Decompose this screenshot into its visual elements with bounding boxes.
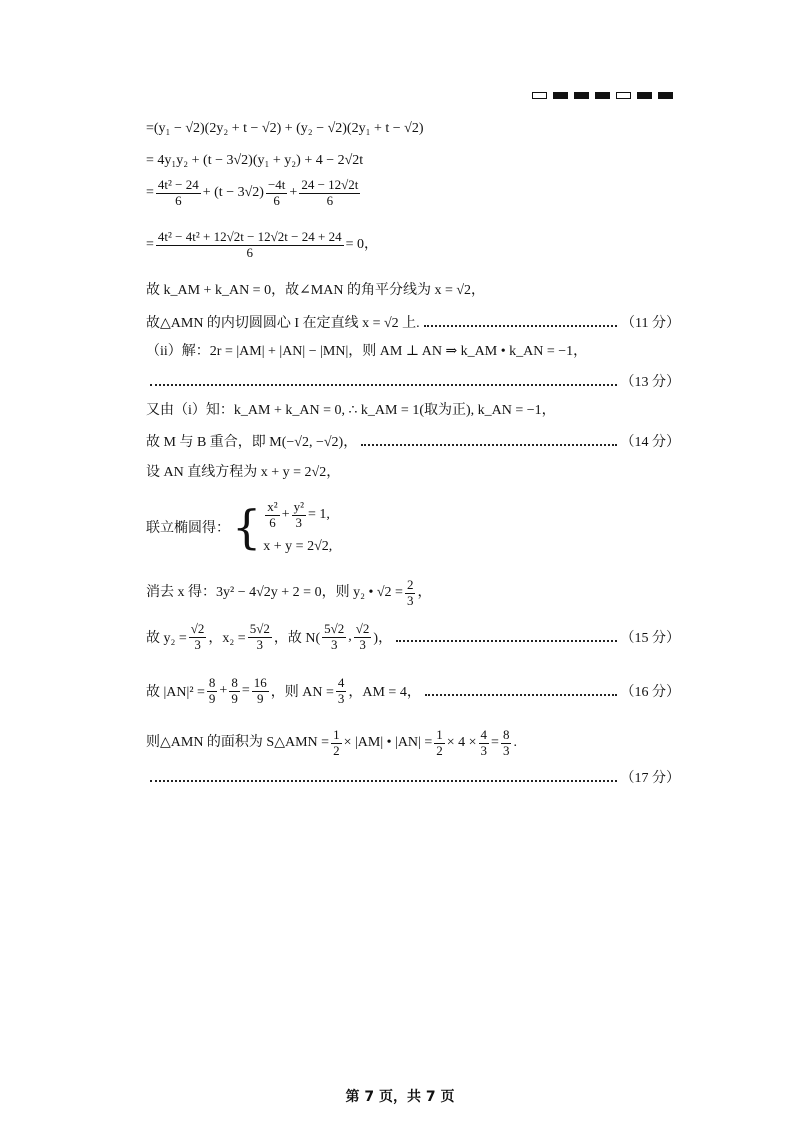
line-score-17 — [146, 770, 680, 784]
dot-leader — [424, 317, 617, 327]
score-label: （17 分） — [620, 771, 680, 786]
line-an-equation: 设 AN 直线方程为 x + y = 2√2， — [146, 465, 341, 480]
fraction: $\frac{-4t}{6}$ — [267, 177, 286, 208]
fraction: $\frac{2}{3}$ — [406, 577, 414, 608]
page-footer: 第 7 页，共 7 页 — [345, 1089, 455, 1105]
line-score-14: 故 M 与 B 重合，即 M(−√2, −√2)， （14 分） — [146, 434, 680, 448]
fraction: $\frac{4}{3}$ — [337, 675, 345, 706]
score-label: （14 分） — [620, 435, 680, 450]
eq-line-4: = $\frac{\text{4t² − 4t² + 12√2t − 12√2t − 24 + 24}}{6}$ = 0， — [146, 229, 378, 260]
system-lines — [263, 500, 332, 555]
fraction: $\frac{8}{9}$ — [231, 675, 238, 706]
header-mark — [595, 92, 610, 99]
header-mark — [532, 92, 547, 99]
line-part-ii: （ii）解：2r = |AM| + |AN| − |MN|，则 AM ⊥ AN ⇒ k_AM • k_AN = −1， — [146, 344, 588, 359]
fraction: $\frac{5√2}{3}$ — [324, 621, 345, 652]
fraction: $\frac{24 - 12√2t}{6}$ — [301, 177, 359, 208]
fraction: $\frac{4}{3}$ — [480, 727, 488, 758]
fraction: $\frac{\text{4t² − 4t² + 12√2t − 12√2t − 24 + 24}}{6}$ — [157, 229, 342, 260]
dot-leader — [396, 632, 616, 642]
fraction: $\frac{\text{x²}}{6}$ — [267, 499, 278, 530]
fraction: $\frac{1}{2}$ — [333, 727, 340, 758]
line-score-11: 故△AMN 的内切圆圆心 I 在定直线 x = √2 上. （11 分） — [146, 315, 680, 329]
dot-leader — [425, 686, 617, 696]
header-mark — [658, 92, 673, 99]
brace-icon: { — [232, 500, 262, 555]
fraction: $\frac{\text{y²}}{3}$ — [293, 499, 304, 530]
system-eq-2: x + y = 2√2, — [263, 538, 333, 554]
score-label: （16 分） — [620, 685, 680, 701]
fraction: $\frac{8}{3}$ — [502, 727, 510, 758]
header-mark — [553, 92, 568, 99]
dot-leader — [150, 772, 617, 782]
fraction: $\frac{8}{9}$ — [208, 675, 216, 706]
score-label: （15 分） — [620, 631, 680, 647]
system-eq-1: $\frac{\text{x²}}{6}$ + $\frac{\text{y²}}{3}$ = 1, — [267, 499, 330, 530]
fraction: $\frac{16}{9}$ — [253, 675, 267, 706]
fraction: $\frac{1}{2}$ — [436, 727, 443, 758]
score-label: （11 分） — [621, 316, 680, 331]
fraction: $\frac{√2}{3}$ — [190, 621, 205, 652]
line-eliminate: 消去 x 得：3y² − 4√2y + 2 = 0，则 y₂ • √2 = $\frac{2}{3}$ ， — [146, 577, 432, 608]
equation-system: 联立椭圆得： { $\frac{\text{x²}}{6}$ + $\frac{\text{y²}}{3}$ = 1, x + y = 2√2, — [146, 499, 333, 555]
line-score-15: 故 y₂ = $\frac{√2}{3}$ ，x₂ = $\frac{5√2}{3}$ ，故 N( $\frac{5√2}{3}$ , $\frac{√2}{3}$ )， （15 分） — [146, 621, 680, 652]
fraction: $\frac{√2}{3}$ — [355, 621, 370, 652]
header-marks — [532, 92, 673, 99]
line-area: 则△AMN 的面积为 S△AMN = $\frac{1}{2}$ × |AM| • |AN| = $\frac{1}{2}$ × 4 × $\frac{4}{3}$ = $\frac{8}{3}$ . — [146, 727, 517, 758]
header-mark — [616, 92, 631, 99]
line-conclusion-1: 故 k_AM + k_AN = 0，故∠MAN 的角平分线为 x = √2， — [146, 283, 486, 298]
line-slopes: 又由（i）知：k_AM + k_AN = 0, ∴ k_AM = 1(取为正), k_AN = −1， — [146, 403, 556, 418]
fraction: $\frac{\text{4t² − 24}}{6}$ — [157, 177, 199, 208]
line-score-16: 故 |AN|² = $\frac{8}{9}$ + $\frac{8}{9}$ = $\frac{16}{9}$ ，则 AN = $\frac{4}{3}$ ，AM = 4， （16 分） — [146, 675, 680, 706]
dot-leader — [361, 436, 616, 446]
line-score-13 — [146, 374, 680, 388]
fraction: $\frac{5√2}{3}$ — [249, 621, 270, 652]
score-label: （13 分） — [620, 375, 680, 390]
header-mark — [574, 92, 589, 99]
eq-line-3: = $\frac{\text{4t² − 24}}{6}$ + (t − 3√2) $\frac{-4t}{6}$ + $\frac{24 - 12√2t}{6}$ — [146, 177, 359, 208]
dot-leader — [150, 376, 617, 386]
header-mark — [637, 92, 652, 99]
eq-line-2: = 4y₁y₂ + (t − 3√2)(y₁ + y₂) + 4 − 2√2t — [146, 153, 364, 168]
eq-line-1: =(y₁ − √2)(2y₂ + t − √2) + (y₂ − √2)(2y₁ + t − √2) — [146, 121, 424, 136]
